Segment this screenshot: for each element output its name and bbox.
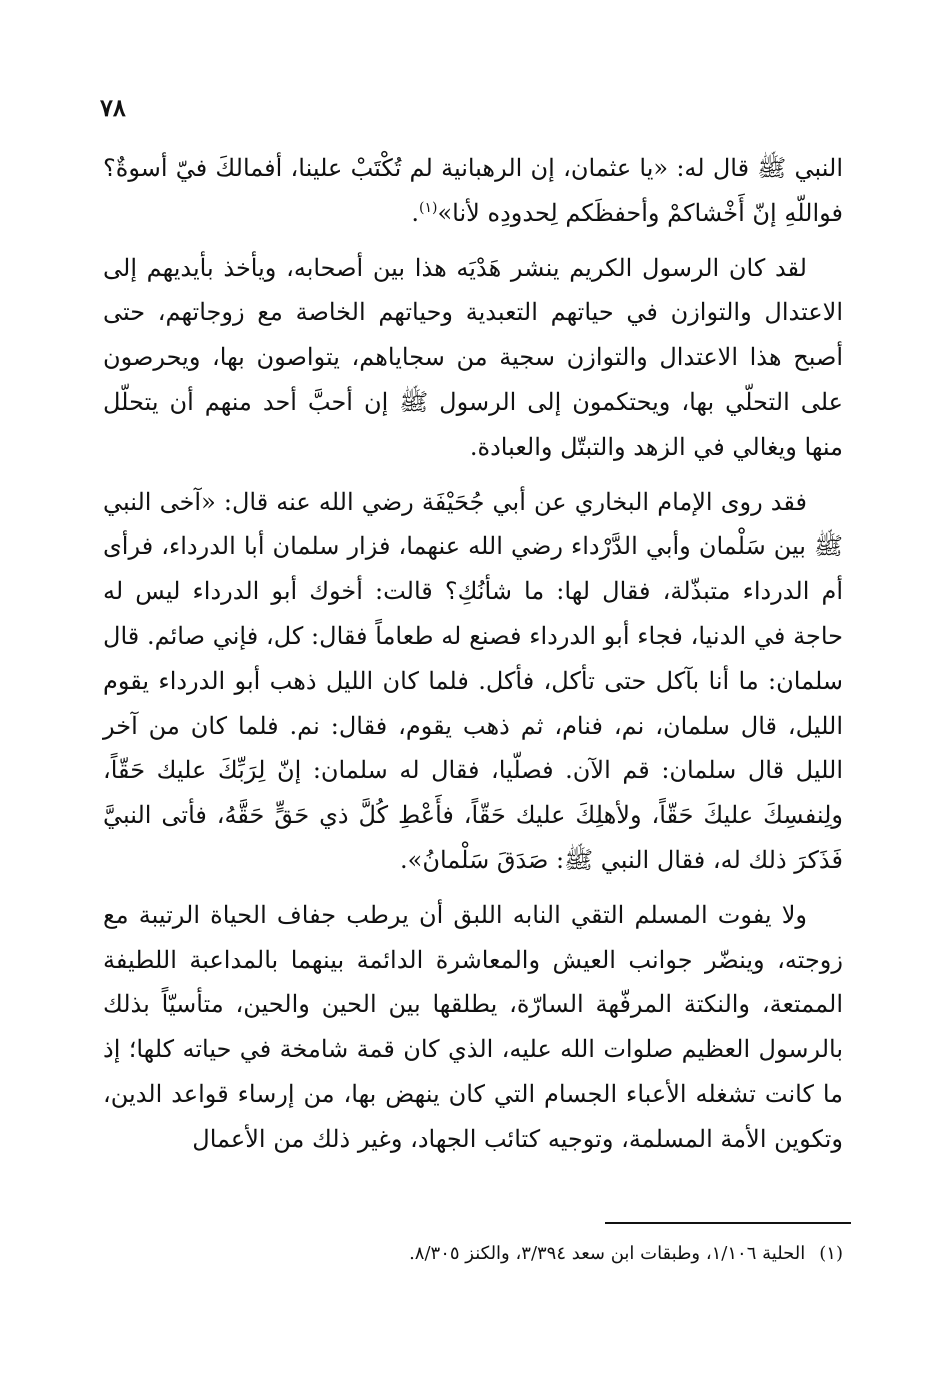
paragraph-1 — [103, 146, 843, 236]
paragraph-1-text: النبي ﷺ قال له: «يا عثمان، إن الرهبانية لم تُكْتَبْ علينا، أفمالكَ فيّ أسوةٌ؟ فواللّهِ إنّ أَخْشاكمْ وأحفظَكم لِحدودِه لأنا» — [103, 154, 843, 227]
paragraph-1-end: . — [411, 198, 420, 227]
footnote-divider — [605, 1222, 851, 1224]
footnote-text: الحلية ١/١٠٦، وطبقات ابن سعد ٣/٣٩٤، والكنز ٨/٣٠٥. — [409, 1243, 806, 1264]
paragraph-3: فقد روى الإمام البخاري عن أبي جُحَيْفَة رضي الله عنه قال: «آخى النبي ﷺ بين سَلْمان وأبي الدَّرْداء رضي الله عنهما، فزار سلمان أبا الدرداء، فرأى أم الدرداء متبذّلة، فقال لها: ما شأنُكِ؟ قالت: أخوك أبو الدرداء ليس له حاجة في الدنيا، فجاء أبو الدرداء فصنع له طعاماً فقال: كل، فإني صائم. قال سلمان: ما أنا بآكل حتى تأكل، فأكل. فلما كان الليل ذهب أبو الدرداء يقوم الليل، قال سلمان، نم، فنام، ثم ذهب يقوم، فقال: نم. فلما كان من آخر الليل قال سلمان: قم الآن. فصلّيا، فقال له سلمان: إنّ لِرَبِّكَ عليك حَقّاً، ولِنفسِكَ عليكَ حَقّاً، ولأهلِكَ عليك حَقّاً، فأَعْطِ كُلَّ ذي حَقٍّ حَقَّهُ، فأتى النبيَّ فَذَكرَ ذلك له، فقال النبي ﷺ: صَدَقَ سَلْمانُ». — [103, 487, 844, 874]
page-number: ٧٨ — [100, 93, 126, 122]
footnote-reference: (١) — [419, 199, 438, 216]
footnote — [103, 1238, 843, 1270]
paragraph-2: لقد كان الرسول الكريم ينشر هَدْيَه هذا بين أصحابه، ويأخذ بأيديهم إلى الاعتدال والتوازن في حياتهم التعبدية وحياتهم الخاصة مع زوجاتهم، حتى أصبح هذا الاعتدال والتوازن سجية من سجاياهم، يتواصون بها، ويحرصون على التحلّي بها، ويحتكمون إلى الرسول ﷺ إن أحبَّ أحد منهم أن يتحلّل منها ويغالي في الزهد والتبتّل والعبادة. — [103, 253, 843, 461]
paragraph-4: ولا يفوت المسلم التقي النابه اللبق أن يرطب جفاف الحياة الرتيبة مع زوجته، وينضّر جوانب العيش والمعاشرة الدائمة بينهما بالمداعبة اللطيفة الممتعة، والنكتة المرفّهة السارّة، يطلقها بين الحين والحين، متأسيّاً بذلك بالرسول العظيم صلوات الله عليه، الذي كان قمة شامخة في حياته كلها؛ إذ ما كانت تشغله الأعباء الجسام التي كان ينهض بها، من إرساء قواعد الدين، وتكوين الأمة المسلمة، وتوجيه كتائب الجهاد، وغير ذلك من الأعمال — [103, 900, 843, 1153]
footnote-number: (١) — [819, 1243, 843, 1264]
main-text — [103, 146, 843, 1162]
